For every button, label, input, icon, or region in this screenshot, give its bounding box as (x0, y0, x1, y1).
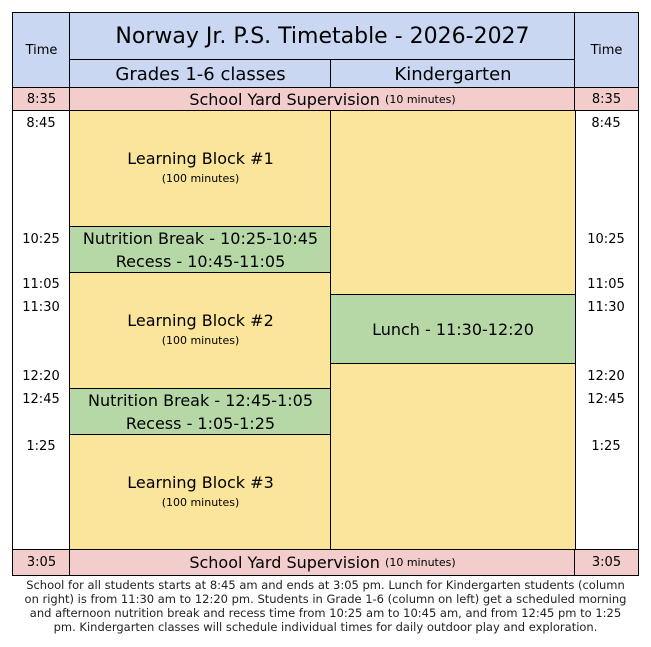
time-left-1: 10:25 (22, 232, 60, 247)
kindergarten-lunch (330, 294, 576, 365)
column-header-kindergarten-label: Kindergarten (394, 63, 512, 85)
nutrition-break-1 (69, 226, 332, 274)
time-header-right (574, 12, 639, 89)
timetable-title (69, 12, 576, 61)
supervision-bottom-time-left (12, 549, 71, 576)
learning-block-3-minutes: (100 minutes) (161, 495, 240, 509)
column-header-kindergarten (330, 59, 576, 89)
time-column-right (574, 110, 639, 551)
learning-block-1-title: Learning Block #1 (127, 149, 274, 168)
supervision-top (69, 87, 576, 112)
time-header-left-label: Time (25, 43, 58, 58)
time-header-right-label: Time (590, 43, 623, 58)
footer-note: School for all students starts at 8:45 am and ends at 3:05 pm. Lunch for Kindergarten students (column on right) is from 11:30 am to 12:20 pm. Students in Grade 1-6 (column on left) get a scheduled morning and afternoon nutrition break and recess time from 10:25 am to 10:45 am, and from 12:45 pm to 1:25 pm. Kindergarten classes will schedule individual times for daily outdoor play and exploration. (24, 578, 627, 634)
time-header-left (12, 12, 71, 89)
time-left-6: 1:25 (26, 439, 56, 454)
column-header-grades (69, 59, 332, 89)
supervision-top-time-left (12, 87, 71, 112)
nutrition-break-2-line2: Recess - 1:05-1:25 (125, 414, 276, 433)
time-right-2: 11:05 (587, 277, 625, 292)
learning-block-2-title: Learning Block #2 (127, 311, 274, 330)
nutrition-break-2-line1: Nutrition Break - 12:45-1:05 (87, 391, 313, 410)
supervision-top-time-right (574, 87, 639, 112)
time-right-5: 12:45 (587, 392, 625, 407)
kindergarten-morning-block (330, 110, 576, 296)
supervision-bottom-time-left-label: 3:05 (26, 555, 57, 570)
time-left-5: 12:45 (22, 392, 60, 407)
time-right-0: 8:45 (591, 116, 621, 131)
supervision-bottom (69, 549, 576, 576)
time-left-2: 11:05 (22, 277, 60, 292)
timetable (12, 12, 639, 576)
kindergarten-lunch-label: Lunch - 11:30-12:20 (372, 320, 534, 339)
time-right-4: 12:20 (587, 369, 625, 384)
kindergarten-afternoon-block (330, 363, 576, 551)
time-left-3: 11:30 (22, 300, 60, 315)
time-left-0: 8:45 (26, 116, 56, 131)
nutrition-break-1-line1: Nutrition Break - 10:25-10:45 (82, 229, 319, 248)
supervision-bottom-time-right (574, 549, 639, 576)
column-header-grades-label: Grades 1-6 classes (115, 63, 286, 85)
supervision-bottom-label: School Yard Supervision (189, 553, 380, 572)
time-column-left (12, 110, 71, 551)
supervision-bottom-time-right-label: 3:05 (591, 555, 622, 570)
time-left-4: 12:20 (22, 369, 60, 384)
supervision-bottom-note: (10 minutes) (385, 556, 456, 569)
supervision-top-time-left-label: 8:35 (26, 92, 57, 107)
time-right-6: 1:25 (591, 439, 621, 454)
learning-block-2-minutes: (100 minutes) (161, 334, 240, 347)
learning-block-3-title: Learning Block #3 (127, 472, 274, 492)
nutrition-break-1-line2: Recess - 10:45-11:05 (115, 252, 286, 271)
supervision-top-note: (10 minutes) (385, 93, 456, 106)
supervision-top-time-right-label: 8:35 (591, 92, 622, 107)
learning-block-1-minutes: (100 minutes) (161, 172, 240, 185)
learning-block-3 (69, 434, 332, 551)
nutrition-break-2 (69, 388, 332, 436)
learning-block-1 (69, 110, 332, 228)
learning-block-2 (69, 272, 332, 390)
time-right-3: 11:30 (587, 300, 625, 315)
time-right-1: 10:25 (587, 232, 625, 247)
supervision-top-label: School Yard Supervision (189, 90, 380, 109)
timetable-title-text: Norway Jr. P.S. Timetable - 2026-2027 (115, 24, 530, 49)
